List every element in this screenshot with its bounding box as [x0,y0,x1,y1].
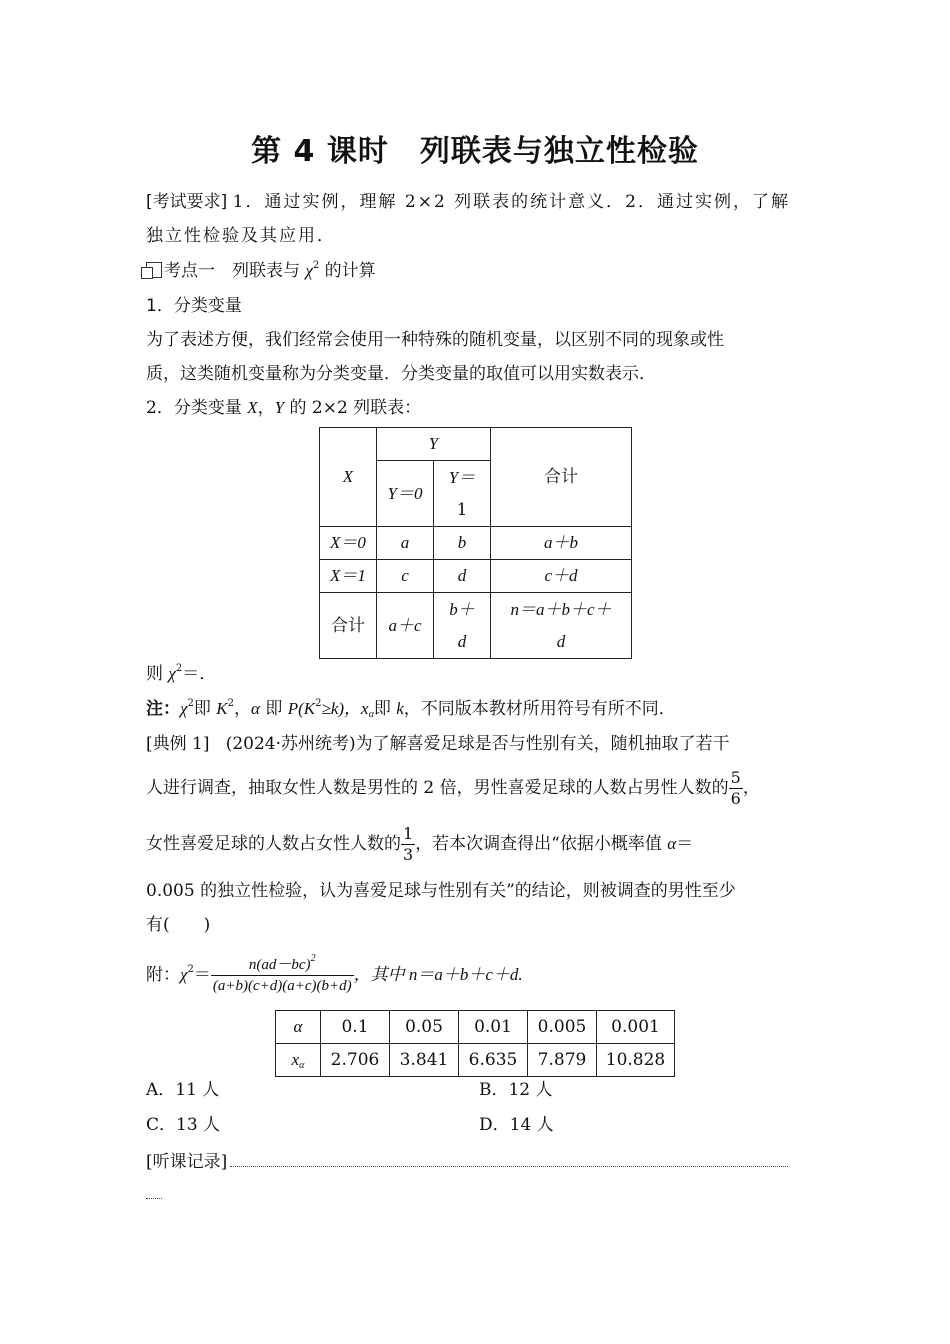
header-y0: Y＝0 [377,461,434,527]
notes-label: [听课记录] [146,1152,228,1172]
notes-dotted-line [230,1166,788,1167]
table-row: X＝1 c d c＋d [320,560,632,593]
section-1-title: 考点一 列联表与 $\chi^2$ 的计算 [146,259,376,283]
requirements-label: [考试要求] [146,192,228,212]
item-1-paragraph-2: 质，这类随机变量称为分类变量．分类变量的取值可以用实数表示． [146,364,656,384]
header-y1: Y＝ 1 [434,461,491,527]
chi-square-line: 则 $\chi^2=$． [146,663,217,684]
requirements-line-2: 独立性检验及其应用． [146,226,336,246]
example-line-1: [典例 1] (2024·苏州统考)为了解喜爱足球是否与性别有关，随机抽取了若干 [146,734,730,754]
option-a[interactable]: A．11 人 [146,1080,220,1100]
example-source: (2024·苏州统考) [225,734,356,754]
item-2-heading: 2．分类变量 X，Y 的 2×2 列联表： [146,398,422,418]
page-title: 第 4 课时 列联表与独立性检验 [251,134,699,169]
example-label: [典例 1] [146,734,210,754]
chi-square-formula-fraction: $\frac{n(ad-bc)^2}{(a+b)(c+d)(a+c)(b+d)}$ [212,953,352,994]
option-d[interactable]: D．14 人 [479,1115,554,1135]
fraction-five-sixths: $\frac{5}{6}$ [730,768,741,808]
alpha-table [275,1010,675,1077]
item-1-paragraph-1: 为了表述方便，我们经常会使用一种特殊的随机变量，以区别不同的现象或性 [146,330,724,350]
option-c[interactable]: C．13 人 [146,1115,221,1135]
table-row: X＝0 a b a＋b [320,527,632,560]
example-line-3: 女性喜爱足球的人数占女性人数的 $\frac{1}{3}$ ，若本次调查得出“依据小概率值 α＝ [146,824,694,864]
section-marker-icon [146,262,162,278]
contingency-table [319,427,632,659]
requirements-line-1 [146,190,790,214]
item-1-heading: 1．分类变量 [146,296,242,316]
notes-dotted-line-2 [146,1198,162,1199]
table-row: α 0.1 0.05 0.01 0.005 0.001 [276,1011,675,1044]
table-row-total: 合计 a＋c b＋ d n＝a＋b＋c＋ d [320,593,632,659]
requirements-text-1: 1．通过实例，理解 2×2 列联表的统计意义．2．通过实例，了解 [232,192,790,212]
header-x: X [320,428,377,527]
example-line-4: 0.005 的独立性检验，认为喜爱足球与性别有关”的结论，则被调查的男性至少 [146,881,736,901]
header-total: 合计 [491,428,632,527]
example-line-5: 有( ) [146,915,211,935]
header-y: Y [377,428,491,461]
option-b[interactable]: B．12 人 [479,1080,553,1100]
table-row: $x_\alpha$ 2.706 3.841 6.635 7.879 10.828 [276,1044,675,1077]
example-line-2: 人进行调查，抽取女性人数是男性的 2 倍，男性喜爱足球的人数占男性人数的 $\frac{5}{6}$ ， [146,768,760,808]
fraction-one-third: $\frac{1}{3}$ [403,824,414,864]
note-line: 注：$\chi^2$即 $K^2$，α 即 $P(K^2\ge k)$，$x_\alpha$即 k，不同版本教材所用符号有所不同． [146,698,676,720]
appendix-formula: 附：$\chi^2=$ $\frac{n(ad-bc)^2}{(a+b)(c+d)(a+c)(b+d)}$ ，其中 n＝a＋b＋c＋d. [146,953,523,994]
